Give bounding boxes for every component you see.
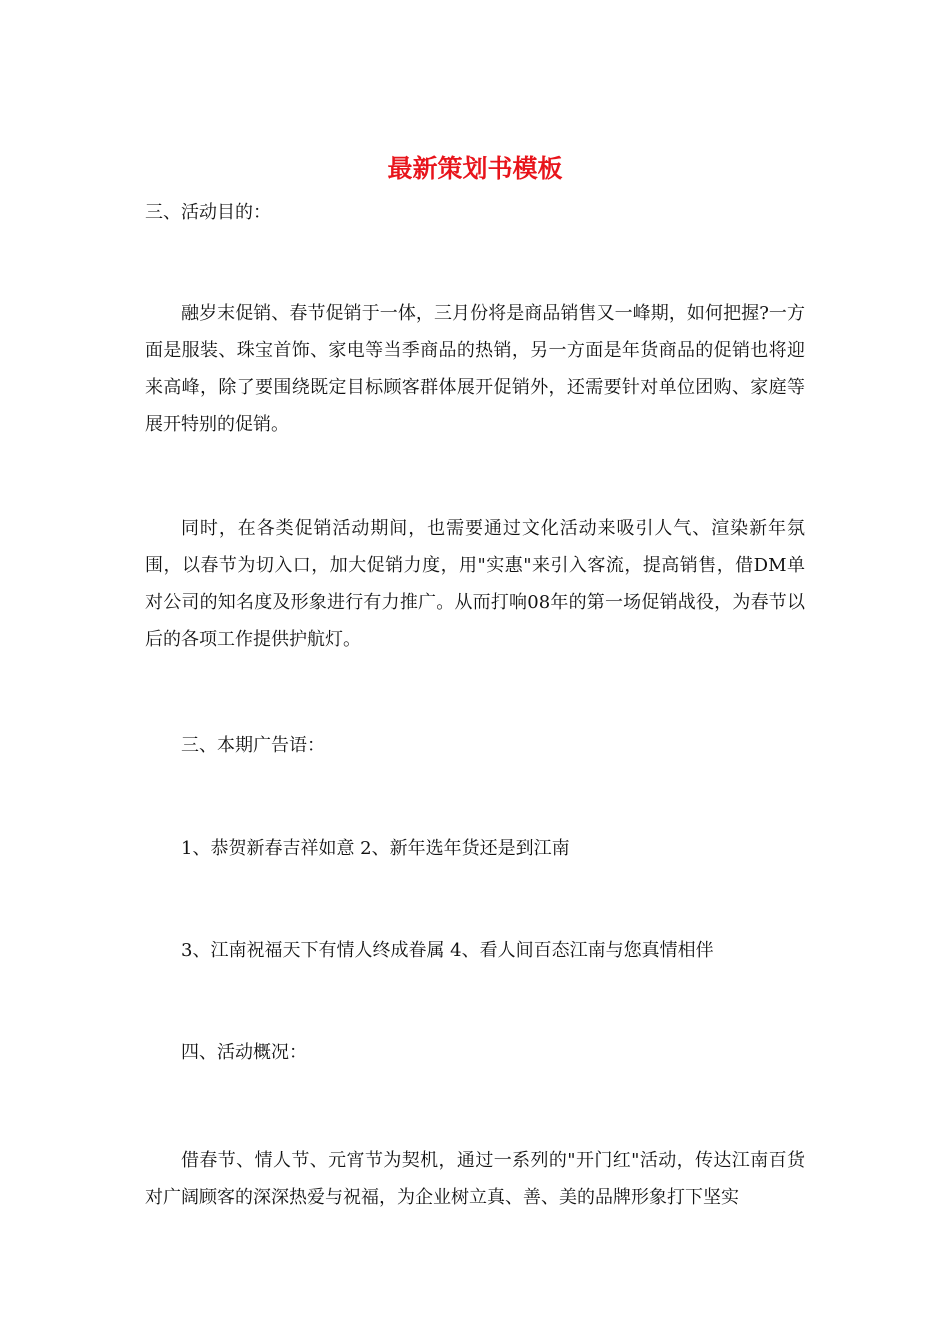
section-heading-overview: 四、活动概况： xyxy=(181,1042,307,1063)
section-heading-activity-purpose: 三、活动目的： xyxy=(145,202,271,223)
paragraph-event-overview: 借春节、情人节、元宵节为契机，通过一系列的"开门红"活动，传达江南百货对广阔顾客的深深热爱与祝福，为企业树立真、善、美的品牌形象打下坚实 xyxy=(145,1150,805,1208)
section-heading-slogans: 三、本期广告语： xyxy=(181,735,325,756)
slogan-line-2: 3、江南祝福天下有情人终成眷属 4、看人间百态江南与您真情相伴 xyxy=(181,940,714,961)
slogan-line-1: 1、恭贺新春吉祥如意 2、新年选年货还是到江南 xyxy=(181,838,570,859)
document-title: 最新策划书模板 xyxy=(387,154,563,183)
paragraph-promotion-overview: 融岁末促销、春节促销于一体，三月份将是商品销售又一峰期，如何把握?一方面是服装、珠宝首饰、家电等当季商品的热销，另一方面是年货商品的促销也将迎来高峰，除了要围绕既定目标顾客群体展开促销外，还需要针对单位团购、家庭等展开特别的促销。 xyxy=(145,303,805,435)
paragraph-cultural-activities: 同时，在各类促销活动期间，也需要通过文化活动来吸引人气、渲染新年氛围，以春节为切入口，加大促销力度，用"实惠"来引入客流，提高销售，借DM单对公司的知名度及形象进行有力推广。从而打响08年的第一场促销战役，为春节以后的各项工作提供护航灯。 xyxy=(145,518,805,650)
